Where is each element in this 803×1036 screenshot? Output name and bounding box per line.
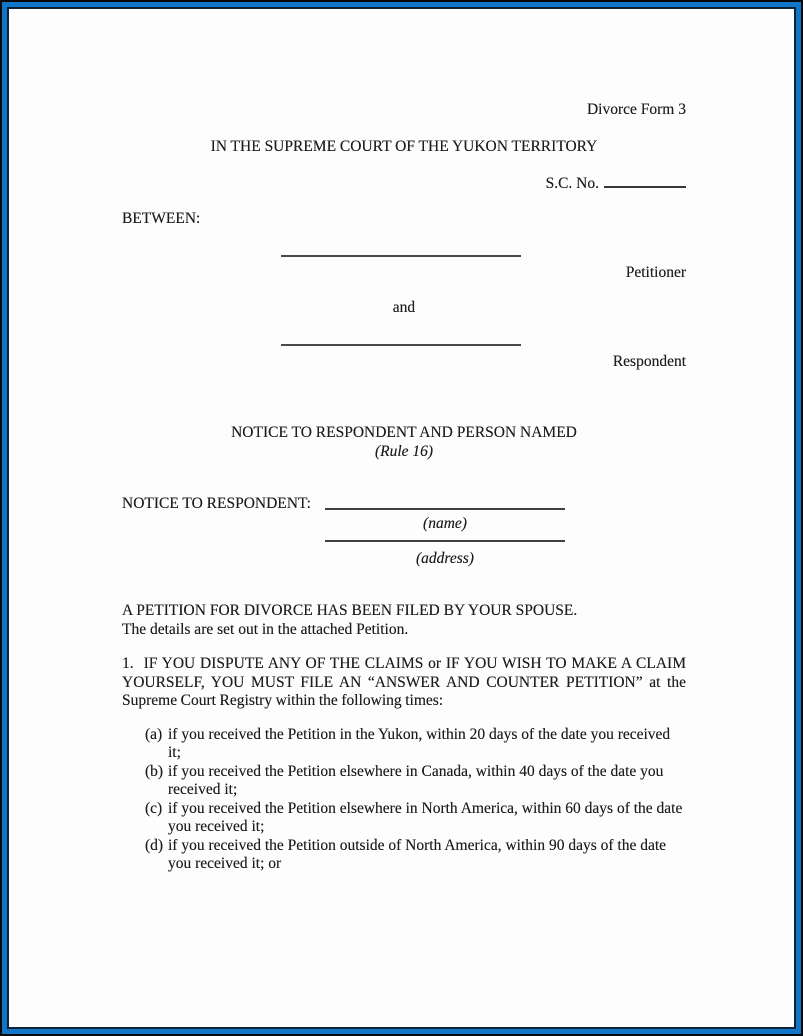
sc-no-row	[122, 173, 686, 193]
sc-no-label: S.C. No.	[545, 175, 599, 192]
petition-statement	[122, 601, 686, 639]
deadline-item-text: if you received the Petition elsewhere in North America, within 60 days of the date you received it;	[168, 799, 683, 835]
notice-heading: NOTICE TO RESPONDENT AND PERSON NAMED	[231, 424, 577, 441]
deadline-item	[122, 837, 686, 874]
clause-1-text: IF YOU DISPUTE ANY OF THE CLAIMS or IF YOU WISH TO MAKE A CLAIM YOURSELF, YOU MUST FILE AN “ANSWER AND COUNTER PETITION” at the Supreme Court Registry within the following times:	[122, 655, 686, 709]
deadline-item	[122, 763, 686, 800]
clause-1	[122, 655, 686, 711]
deadline-item	[122, 800, 686, 837]
details-line: The details are set out in the attached Petition.	[122, 621, 409, 638]
deadline-item-text: if you received the Petition outside of North America, within 90 days of the date you received it; or	[168, 836, 667, 872]
respondent-name-line	[281, 344, 521, 346]
notice-to-respondent-label: NOTICE TO RESPONDENT:	[122, 495, 311, 512]
address-blank-line	[325, 540, 565, 542]
sc-no-blank-line	[604, 173, 686, 188]
respondent-label: Respondent	[612, 353, 686, 370]
deadline-item-marker: (a)	[145, 725, 163, 743]
petitioner-label: Petitioner	[625, 264, 686, 281]
name-blank-line	[325, 508, 565, 510]
deadline-item-marker: (b)	[145, 762, 164, 780]
deadline-item-marker: (c)	[145, 799, 163, 817]
name-caption: (name)	[423, 515, 467, 532]
deadline-list	[122, 726, 686, 874]
court-title: IN THE SUPREME COURT OF THE YUKON TERRITORY	[210, 138, 598, 155]
address-caption: (address)	[416, 550, 474, 567]
notice-rule: (Rule 16)	[374, 443, 434, 460]
notice-to-respondent-row	[122, 494, 686, 568]
deadline-item-text: if you received the Petition elsewhere in Canada, within 40 days of the date you received it;	[168, 762, 664, 798]
petition-filed-line: A PETITION FOR DIVORCE HAS BEEN FILED BY YOUR SPOUSE.	[122, 602, 578, 619]
document-sheet	[7, 7, 796, 1029]
petitioner-name-line	[281, 255, 521, 257]
form-number-label: Divorce Form 3	[586, 101, 686, 118]
name-address-fill-block	[325, 494, 565, 568]
between-label: BETWEEN:	[122, 210, 201, 227]
deadline-item-text: if you received the Petition in the Yukon, within 20 days of the date you received it;	[168, 725, 671, 761]
deadline-item	[122, 726, 686, 763]
and-label: and	[392, 299, 416, 316]
deadline-item-marker: (d)	[145, 836, 164, 854]
clause-1-number: 1.	[122, 655, 134, 672]
